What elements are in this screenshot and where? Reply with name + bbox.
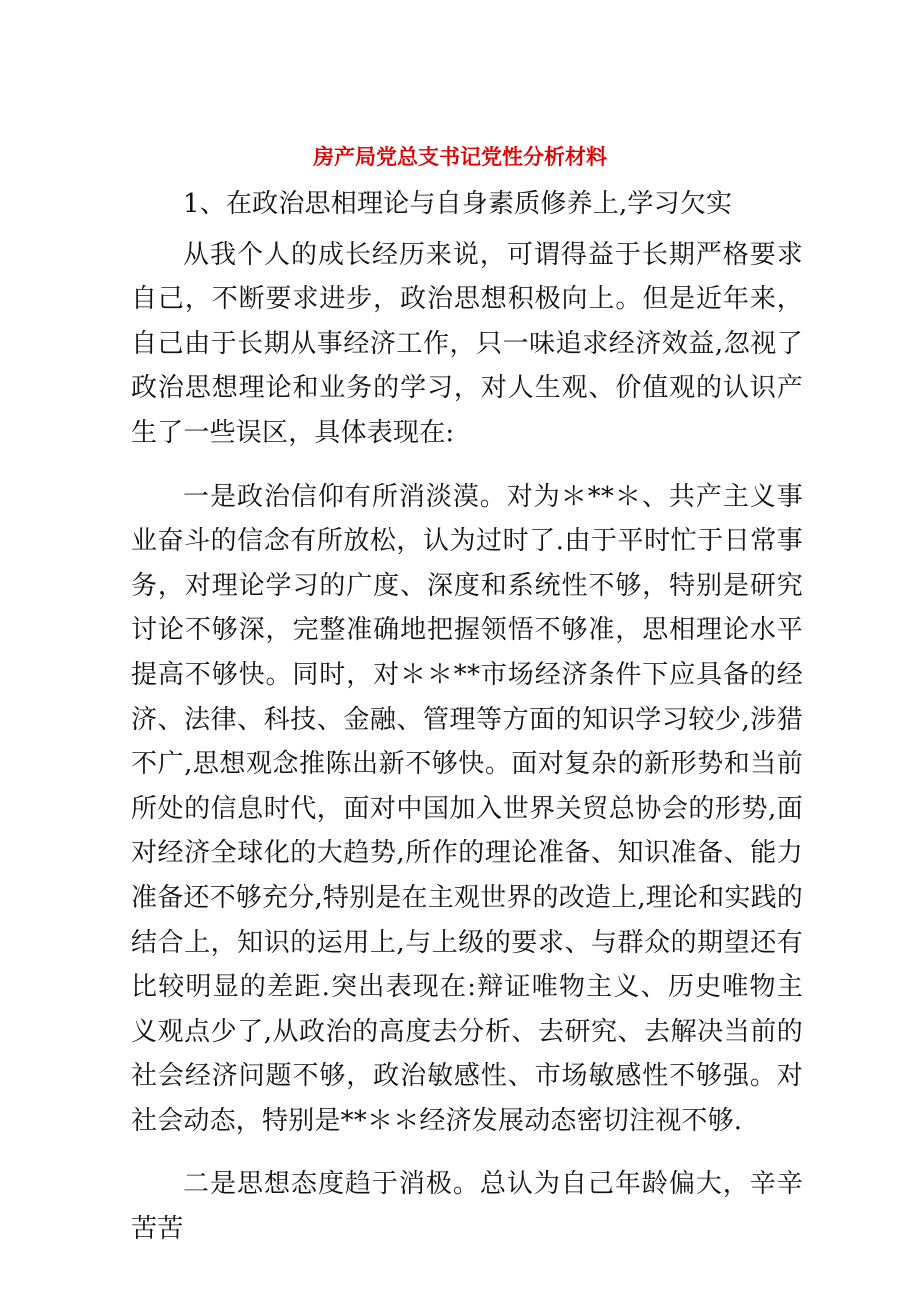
paragraph-point-two: 二是思想态度趋于消极。总认为自己年龄偏大，辛辛苦苦 <box>131 1169 803 1245</box>
paragraph-point-one: 一是政治信仰有所消淡漠。对为＊**＊、共产主义事业奋斗的信念有所放松，认为过时了.由于平时忙于日常事务，对理论学习的广度、深度和系统性不够，特别是研究讨论不够深，完整准确地把握领悟不够准，思相理论水平提高不够快。同时，对＊＊**市场经济条件下应具备的经济、法律、科技、金融、管理等方面的知识学习较少,涉猎不广,思想观念推陈出新不够快。面对复杂的新形势和当前所处的信息时代，面对中国加入世界关贸总协会的形势,面对经济全球化的大趋势,所作的理论准备、知识准备、能力准备还不够充分,特别是在主观世界的改造上,理论和实践的结合上，知识的运用上,与上级的要求、与群众的期望还有比较明显的差距.突出表现在:辩证唯物主义、历史唯物主义观点少了,从政治的高度去分析、去研究、去解决当前的社会经济问题不够，政治敏感性、市场敏感性不够强。对社会动态，特别是**＊＊经济发展动态密切注视不够. <box>131 481 803 1136</box>
paragraph-section-heading: 1、在政治思相理论与自身素质修养上,学习欠实 <box>183 189 733 219</box>
paragraph-intro: 从我个人的成长经历来说，可谓得益于长期严格要求自己，不断要求进步，政治思想积极向上。但是近年来，自己由于长期从事经济工作，只一味追求经济效益,忽视了政治思想理论和业务的学习，对人生观、价值观的认识产生了一些误区，具体表现在: <box>131 239 803 448</box>
document-title: 房产局党总支书记党性分析材料 <box>313 145 607 169</box>
document-body <box>131 182 803 1252</box>
